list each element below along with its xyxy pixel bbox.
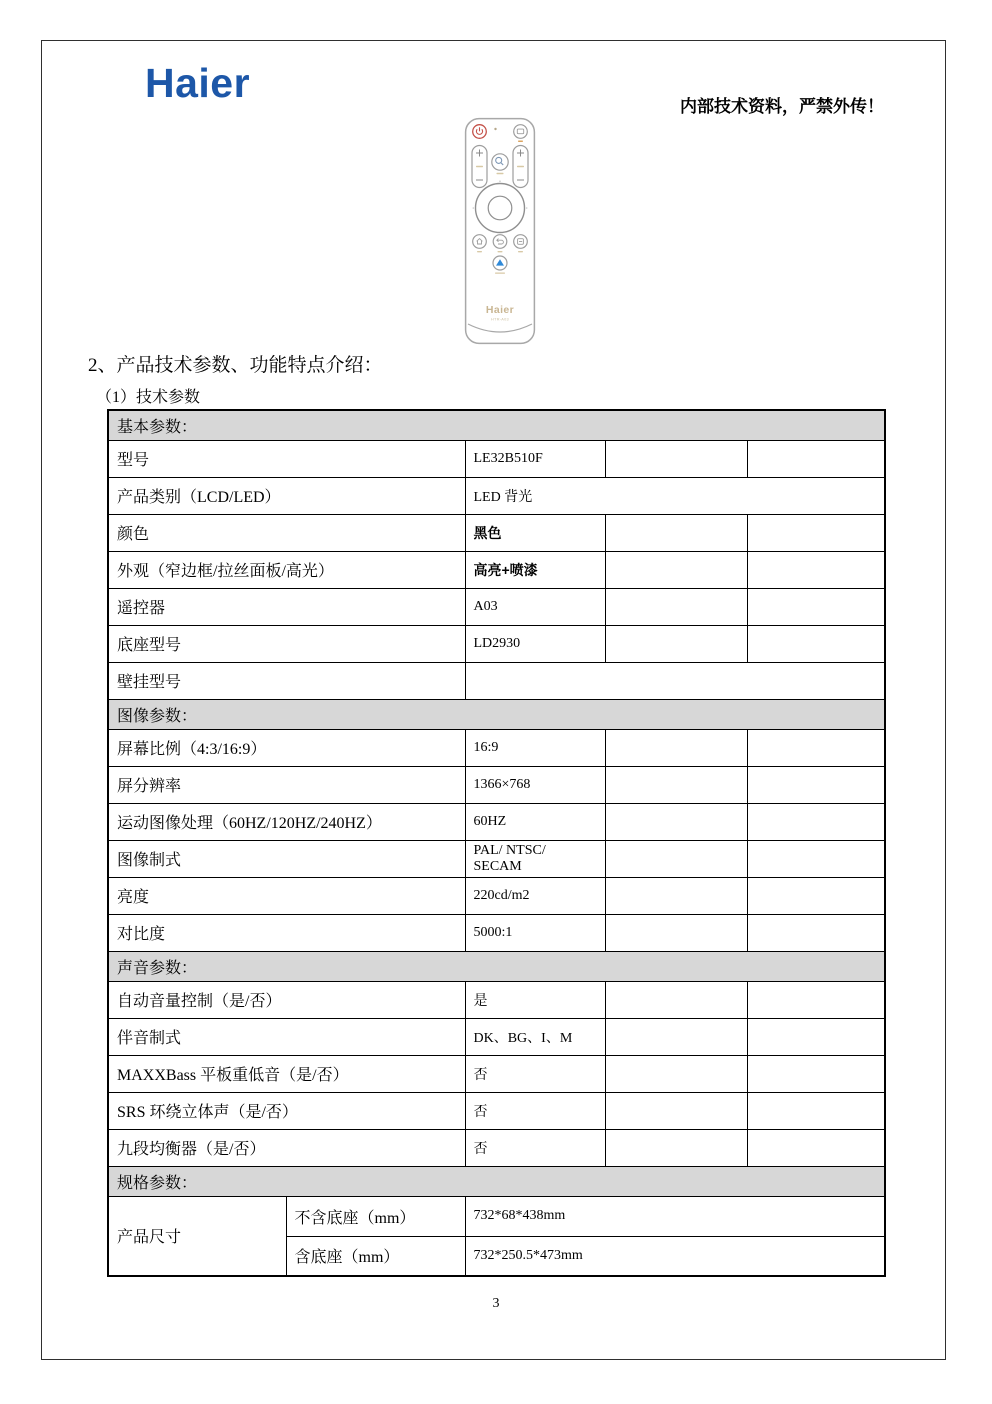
section-header-row xyxy=(108,410,885,440)
row-empty-cell xyxy=(605,1129,747,1166)
table-row xyxy=(108,981,885,1018)
row-empty-cell xyxy=(747,551,885,588)
row-empty-cell xyxy=(747,1055,885,1092)
section-header-cell: 声音参数： xyxy=(108,951,885,981)
brand-logo: Haier xyxy=(145,60,251,106)
row-group-cell: 产品尺寸 xyxy=(108,1196,286,1276)
table-row xyxy=(108,477,885,514)
row-empty-cell xyxy=(605,625,747,662)
row-empty-cell xyxy=(747,514,885,551)
row-value-cell: DK、BG、I、M xyxy=(465,1018,605,1055)
table-row xyxy=(108,766,885,803)
row-empty-cell xyxy=(747,1092,885,1129)
row-label-cell: 不含底座（mm） xyxy=(286,1196,465,1236)
row-empty-cell xyxy=(605,766,747,803)
row-value-cell: LD2930 xyxy=(465,625,605,662)
row-empty-cell xyxy=(605,551,747,588)
section-header-cell: 基本参数： xyxy=(108,410,885,440)
row-value-cell: 否 xyxy=(465,1055,605,1092)
row-empty-cell xyxy=(747,729,885,766)
row-value-cell: 1366×768 xyxy=(465,766,605,803)
row-value-cell: 732*68*438mm xyxy=(465,1196,885,1236)
row-label-cell: 壁挂型号 xyxy=(108,662,465,699)
row-empty-cell xyxy=(747,877,885,914)
table-row xyxy=(108,662,885,699)
row-empty-cell xyxy=(747,840,885,877)
row-empty-cell xyxy=(747,440,885,477)
table-row xyxy=(108,877,885,914)
row-empty-cell xyxy=(605,840,747,877)
row-label-cell: 型号 xyxy=(108,440,465,477)
row-value-cell: 黑色 xyxy=(465,514,605,551)
row-label-cell: 伴音制式 xyxy=(108,1018,465,1055)
row-empty-cell xyxy=(605,588,747,625)
row-label-cell: 屏分辨率 xyxy=(108,766,465,803)
spec-table-body xyxy=(108,410,885,1276)
row-value-cell: A03 xyxy=(465,588,605,625)
row-value-cell: 16:9 xyxy=(465,729,605,766)
row-value-cell: LE32B510F xyxy=(465,440,605,477)
row-empty-cell xyxy=(605,514,747,551)
row-empty-cell xyxy=(605,1018,747,1055)
row-label-cell: 遥控器 xyxy=(108,588,465,625)
subsection-title: （1）技术参数 xyxy=(96,389,201,406)
row-value-cell: 60HZ xyxy=(465,803,605,840)
row-label-cell: 底座型号 xyxy=(108,625,465,662)
row-label-cell: MAXXBass 平板重低音（是/否） xyxy=(108,1055,465,1092)
table-row xyxy=(108,625,885,662)
table-row xyxy=(108,1092,885,1129)
row-label-cell: 自动音量控制（是/否） xyxy=(108,981,465,1018)
table-row xyxy=(108,1055,885,1092)
row-label-cell: 九段均衡器（是/否） xyxy=(108,1129,465,1166)
table-row xyxy=(108,1018,885,1055)
row-empty-cell xyxy=(747,625,885,662)
row-value-cell xyxy=(465,662,885,699)
row-label-cell: 对比度 xyxy=(108,914,465,951)
row-empty-cell xyxy=(605,1055,747,1092)
row-empty-cell xyxy=(747,1018,885,1055)
row-label-cell: 外观（窄边框/拉丝面板/高光） xyxy=(108,551,465,588)
row-empty-cell xyxy=(747,803,885,840)
table-row xyxy=(108,1196,885,1236)
row-label-cell: SRS 环绕立体声（是/否） xyxy=(108,1092,465,1129)
remote-control-illustration xyxy=(464,117,536,345)
row-value-cell: LED 背光 xyxy=(465,477,885,514)
row-empty-cell xyxy=(747,766,885,803)
table-row xyxy=(108,1129,885,1166)
row-label-cell: 运动图像处理（60HZ/120HZ/240HZ） xyxy=(108,803,465,840)
confidential-notice: 内部技术资料，严禁外传！ xyxy=(680,97,884,116)
row-label-cell: 屏幕比例（4:3/16:9） xyxy=(108,729,465,766)
table-row xyxy=(108,440,885,477)
row-label-cell: 含底座（mm） xyxy=(286,1236,465,1276)
row-label-cell: 亮度 xyxy=(108,877,465,914)
row-empty-cell xyxy=(605,729,747,766)
row-empty-cell xyxy=(605,981,747,1018)
row-empty-cell xyxy=(605,877,747,914)
row-value-cell: 5000:1 xyxy=(465,914,605,951)
row-value-cell: 732*250.5*473mm xyxy=(465,1236,885,1276)
page-number: 3 xyxy=(492,1296,500,1311)
row-empty-cell xyxy=(605,914,747,951)
row-label-cell: 图像制式 xyxy=(108,840,465,877)
section-header-cell: 规格参数： xyxy=(108,1166,885,1196)
row-value-cell: 高亮+喷漆 xyxy=(465,551,605,588)
row-label-cell: 产品类别（LCD/LED） xyxy=(108,477,465,514)
section-header-cell: 图像参数： xyxy=(108,699,885,729)
remote-model-label: HTR-A03 xyxy=(491,317,509,322)
table-row xyxy=(108,840,885,877)
row-empty-cell xyxy=(747,1129,885,1166)
row-value-cell: 否 xyxy=(465,1129,605,1166)
spec-table xyxy=(107,409,886,1277)
section-title: 2、产品技术参数、功能特点介绍： xyxy=(88,355,383,376)
section-header-row xyxy=(108,699,885,729)
row-value-cell: 220cd/m2 xyxy=(465,877,605,914)
remote-brand-label: Haier xyxy=(485,304,515,316)
table-row xyxy=(108,729,885,766)
row-value-cell: 是 xyxy=(465,981,605,1018)
row-empty-cell xyxy=(605,440,747,477)
source-button-label-mark xyxy=(518,141,523,143)
volume-rocker-icon xyxy=(472,146,487,188)
row-empty-cell xyxy=(747,981,885,1018)
table-row xyxy=(108,803,885,840)
table-row xyxy=(108,588,885,625)
table-row xyxy=(108,914,885,951)
row-value-cell: PAL/ NTSC/ SECAM xyxy=(465,840,605,877)
table-row xyxy=(108,514,885,551)
row-empty-cell xyxy=(747,588,885,625)
row-empty-cell xyxy=(747,914,885,951)
led-indicator xyxy=(494,128,496,130)
row-value-cell: 否 xyxy=(465,1092,605,1129)
row-empty-cell xyxy=(605,1092,747,1129)
table-row xyxy=(108,551,885,588)
row-empty-cell xyxy=(605,803,747,840)
row-label-cell: 颜色 xyxy=(108,514,465,551)
section-header-row xyxy=(108,951,885,981)
section-header-row xyxy=(108,1166,885,1196)
channel-rocker-icon xyxy=(513,146,528,188)
